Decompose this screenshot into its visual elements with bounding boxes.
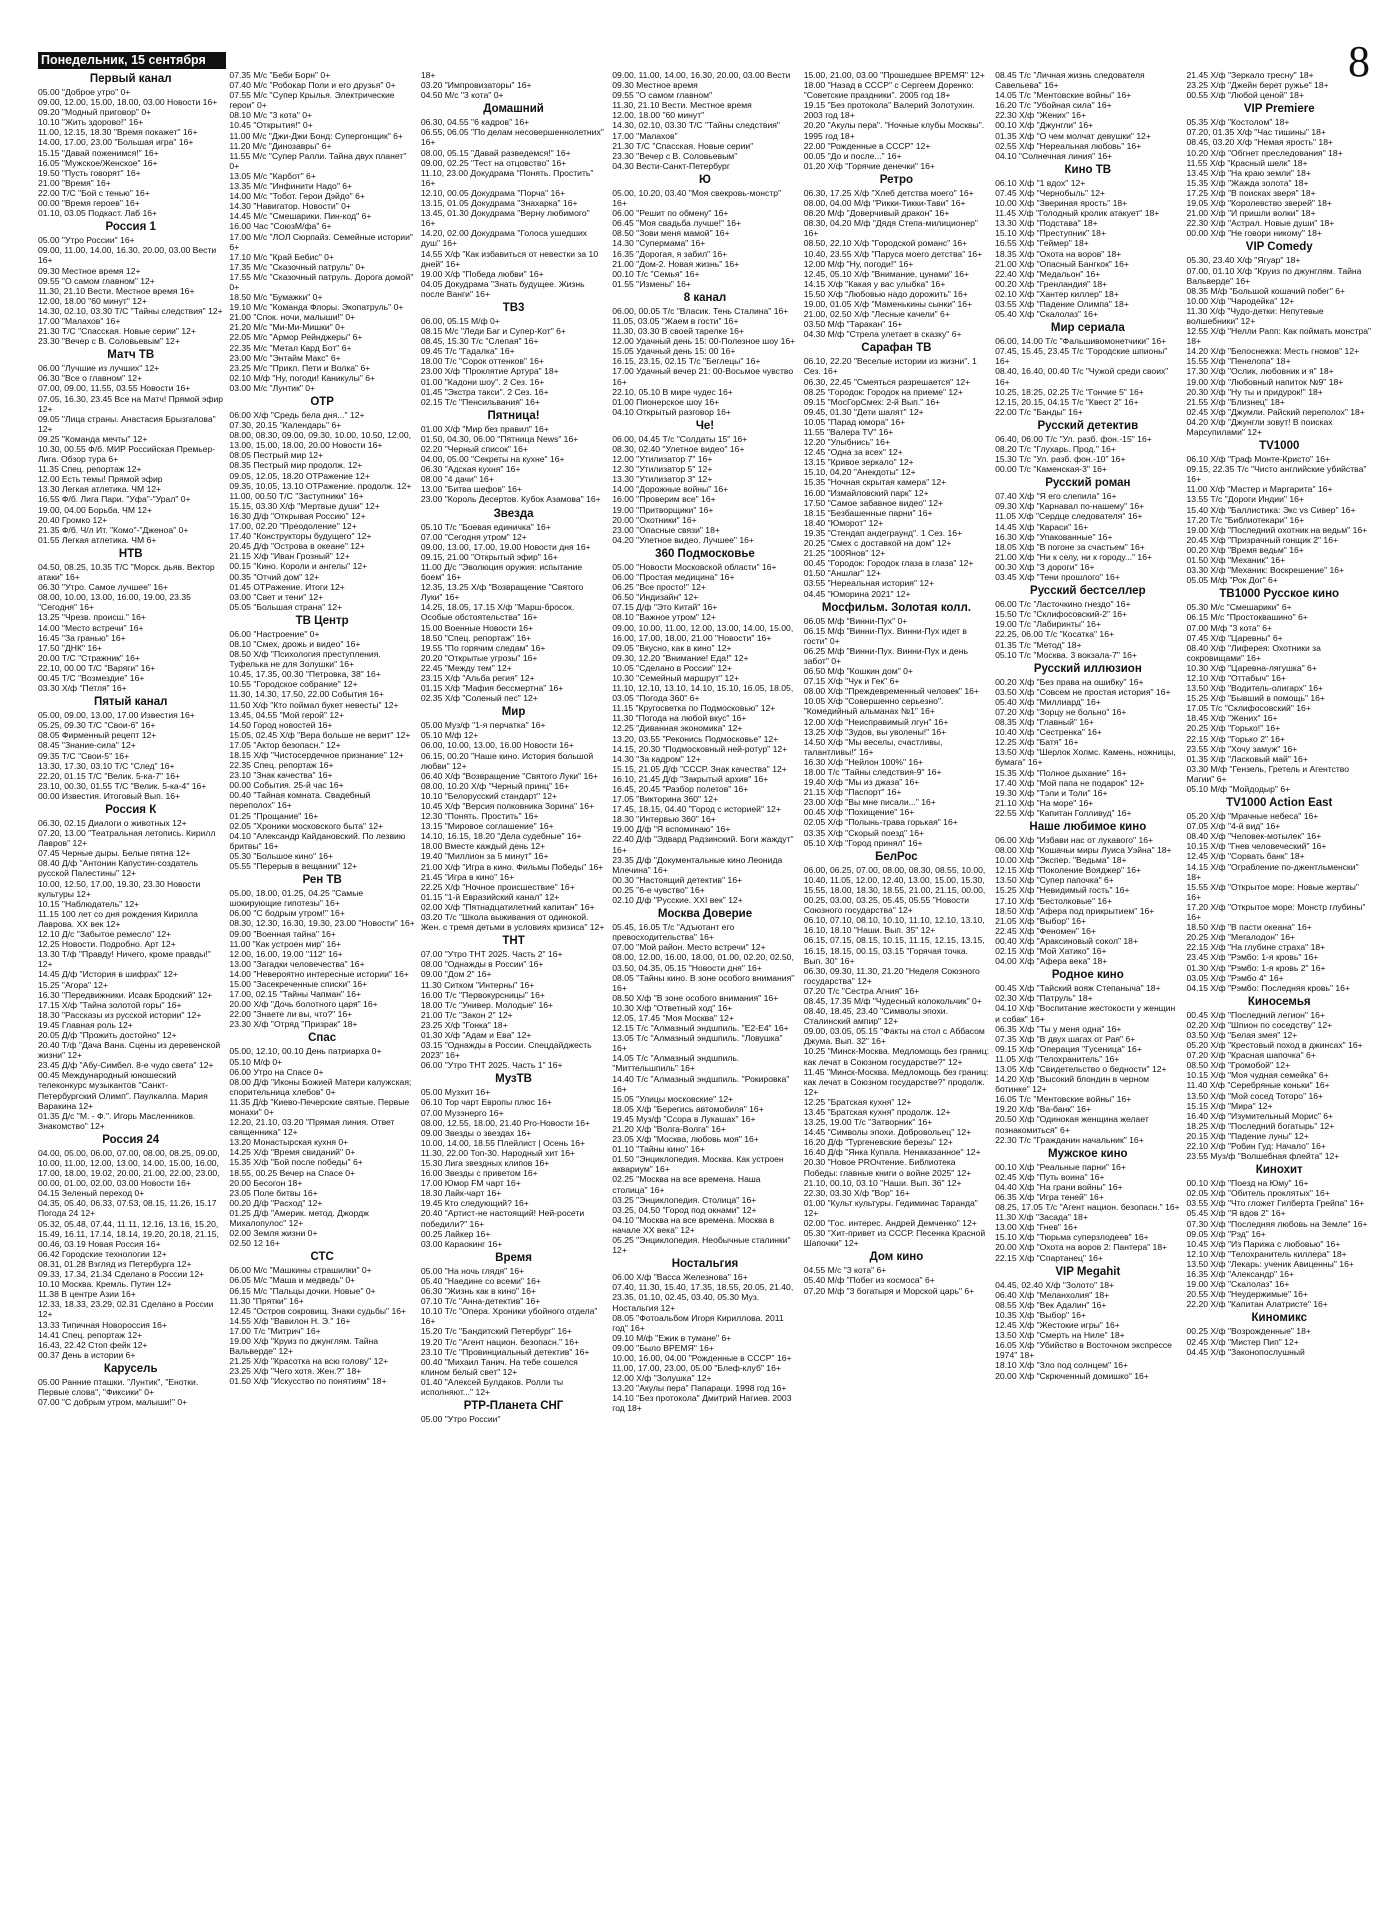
listing-column: [229, 70, 414, 1900]
channel-title: РТР-Планета СНГ: [463, 1400, 564, 1413]
channel-schedule: 06.10, 22.20 "Веселые истории из жизни". 1 Сез. 16+ 06.30, 22.45 "Смеяться разрешается" 12+ 08.25 "Городок: Городок на приеме" 12+ 09.15 "МосГорСмех: 2-й Вып." 16+ 09.45, 01.30 "Дети шалят" 12+ 10.05 "Парад юмора" 16+ 11.55 "Валера TV" 16+ 12.20 "Улыбнись" 16+ 12.45 "Одна за всех" 12+ 13.15 "Кривое зеркало" 12+ 15.10, 04.20 "Анекдоты" 12+ 15.35 "Ночная скрытая камера" 12+ 16.00 "Измайловский парк" 12+ 17.50 "Самое забавное видео" 12+ 18.15 "Безбашенные парни" 16+ 18.40 "Юморот" 12+ 19.35 "Стендап андеграунд". 1 Сез. 16+ 20.25 "Смех с доставкой на дом" 12+ 21.25 "100Янов" 12+ 00.45 "Городок: Городок глаза в глаза" 12+ 01.50 "Аншлаг" 12+ 03.55 "Нереальная история" 12+ 04.45 "Юморина 2021" 12+: [803, 356, 977, 599]
listing-column: [612, 70, 797, 1900]
channel-schedule: 05.35 Х/ф "Костолом" 18+ 07.20, 01.35 Х/ф "Час тишины" 18+ 08.45, 03.20 Х/ф "Немая ярость" 18+ 10.20 Х/ф "Обгнет преследования" 18+ 11.55 Х/ф "Красный шелк" 18+ 13.45 Х/ф "На краю земли" 18+ 15.35 Х/ф "Жажда золота" 18+ 17.25 Х/ф "В поисках зверя" 18+ 19.05 Х/ф "Королевство зверей" 18+ 21.00 Х/ф "И пришли волки" 18+ 22.30 Х/ф "Астрал. Новые души" 18+ 00.00 Х/ф "Не говори никому" 18+: [1186, 117, 1343, 239]
channel-title: Киносемья: [1247, 995, 1311, 1008]
channel-schedule: 06.30, 02.15 Диалоги о животных 12+ 07.20, 13.00 "Театральная летопись. Кирилл Лавров" 12+ 07.45 Черные дыры. Белые пятна 12+ 08.40 Д/ф "Антонин Капустин-создатель русской Палестины" 12+ 10.00, 12.50, 17.00, 19.30, 23.30 Новости культуры 12+ 10.15 "Наблюдатель" 12+ 11.15 100 лет со дня рождения Кирилла Лаврова. ХХ век 12+ 12.10 Д/с "Забытое ремесло" 12+ 12.25 Новости. Подробно. Арт 12+ 13.30 Т/ф "Правду! Ничего, кроме правды!" 12+ 14.45 Д/ф "История в шифрах" 12+ 15.25 "Агора" 12+ 16.30 "Передвижники. Исаак Бродский" 12+ 17.15 Х/ф "Тайна золотой горы" 16+ 18.30 "Рассказы из русской истории" 12+ 19.45 Главная роль 12+ 20.05 Д/ф "Прожить достойно" 12+ 20.40 Т/ф "Дача Вана. Сцены из деревенской жизни" 12+ 23.45 Д/ф "Абу-Симбел. 8-е чудо света" 12+ 00.45 Международный юношеский телеконкурс музыкантов "Санкт-Петербургский Олимп". Паулкалпа. Мария Варакина 12+ 01.35 Д/с "М. - Ф.". Игорь Масленников. Знакомство" 12+: [38, 818, 221, 1131]
channel-block: [804, 1251, 989, 1295]
channel-block: [804, 602, 989, 848]
channel-block: [38, 1363, 223, 1407]
channel-schedule: 05.00, 18.00, 01.25, 04.25 "Самые шокирующие гипотезы" 16+ 06.00 "С бодрым утром!" 16+ 08.30, 12.30, 16.30, 19.30, 23.00 "Новости" 16+ 09.00 "Военная тайна" 16+ 11.00 "Как устроен мир" 16+ 12.00, 16.00, 19.00 "112" 16+ 13.00 "Загадки человечества" 16+ 14.00 "Невероятно интересные истории" 16+ 15.00 "Засекреченные списки" 16+ 17.00, 02.15 "Тайны Чапман" 16+ 20.00 Х/ф "Дочь болотного царя" 16+ 22.00 "Знаете ли вы, что?" 16+ 23.30 Х/ф "Отряд "Призрак" 18+: [229, 888, 415, 1030]
channel-block: [995, 821, 1180, 966]
channel-block: [995, 420, 1180, 474]
channel-block: [229, 874, 414, 1029]
channel-schedule: 00.10 Х/ф "Реальные парни" 16+ 02.45 Х/ф "Путь воина" 16+ 04.40 Х/ф "На грани войны" 16+ 06.35 Х/ф "Игра теней" 16+ 08.25, 17.05 Т/с "Агент национ. безопасн." 16+ 11.30 Х/ф "Засада" 18+ 13.00 Х/ф "Гнев" 16+ 15.10 Х/ф "Тюрьма суперзлодеев" 16+ 20.00 Х/ф "Охота на воров 2: Пантера" 18+ 22.15 Х/ф "Спартанец" 16+: [995, 1161, 1180, 1263]
channel-block: [995, 663, 1180, 818]
channel-schedule: 05.00 Муз/ф "1-я перчатка" 16+ 05.10 М/ф 12+ 06.00, 10.00, 13.00, 16.00 Новости 16+ 06.15, 00.20 "Наше кино. История большой любви" 12+ 06.40 Х/ф "Возвращение "Святого Луки" 16+ 08.00, 10.20 Х/ф "Черный принц" 16+ 10.10 "Белорусский стандарт" 12+ 10.45 Х/ф "Версия полковника Зорина" 16+ 12.30 "Понять. Простить" 16+ 13.15 "Мировое соглашение" 16+ 14.10, 16.15, 18.20 "Дела судебные" 16+ 18.00 Вместе каждый день 12+ 19.40 "Миллион за 5 минут" 16+ 21.00 Х/ф "Игра в кино. Фильмы Победы" 16+ 21.45 "Игра в кино" 16+ 22.25 Х/ф "Ночное происшествие" 16+ 01.15 "1-й Евразийский канал" 12+ 02.00 Х/ф "Пятнадцатилетний капитан" 16+ 03.20 Т/с "Школа выживания от одинокой. Жен. с тремя детьми в условиях кризиса" 12+: [420, 720, 605, 933]
channel-schedule: 06.00 "Настроение" 0+ 08.10 "Смех, дрожь и видео" 16+ 08.50 Х/ф "Психология преступления. Туфелька не для Золушки" 16+ 10.45, 17.35, 00.30 "Петровка, 38" 16+ 10.55 "Городское собрание" 12+ 11.30, 14.30, 17.50, 22.00 События 16+ 11.50 Х/ф "Кто поймал букет невесты" 12+ 13.45, 04.55 "Мой герой" 12+ 14.50 Город новостей 16+ 15.05, 02.45 Х/ф "Вера больше не верит" 12+ 17.05 "Актор безопасн." 12+ 18.15 Х/ф "Чистосердечное признание" 12+ 22.35 Спец. репортаж 16+ 23.10 "Знак качества" 16+ 00.00 События. 25-й час 16+ 00.40 "Тайная комната. Свадебный переполох" 16+ 01.25 "Прощание" 16+ 02.05 "Хроники московского быта" 12+ 04.10 "Александр Кайдановский. По лезвию бритвы" 16+ 05.30 "Большое кино" 16+ 05.55 "Перерыв в вещании" 12+: [229, 628, 411, 872]
channel-block: [229, 615, 414, 871]
channel-schedule: 06.00, 00.05 Т/с "Власик. Тень Сталина" 16+ 11.05, 03.05 "Жаем в гости" 16+ 11.30, 03.30 В своей тарелке 16+ 12.00 Удачный день 15: 00-Полезное шоу 16+ 15.05 Удачный день 15: 00 16+ 16.15, 23.15, 02.15 Т/с "Беглецы" 16+ 17.00 Удачный вечер 21: 00-Восьмое чувство 16+ 22.10, 05.10 В мире чудес 16+ 01.00 Пионерское шоу 16+ 04.10 Открытый разговор 16+: [612, 305, 796, 417]
channel-schedule: 06.00 Т/с "Ласточкино гнездо" 16+ 15.50 Т/с "Склифосовский-2" 16+ 19.00 Т/с "Лабиринты" 16+ 22.25, 06.00 Т/с "Косатка" 16+ 01.35 Т/с "Метод" 18+ 05.10 Т/с "Москва. 3 вокзала-7" 16+: [995, 599, 1137, 660]
listing-column: [421, 70, 606, 1900]
channel-schedule: 04.50, 08.25, 10.35 Т/С "Морск. дьяв. Вектор атаки" 16+ 06.30 "Утро. Самое лучшее" 16+ 08.00, 10.00, 13.00, 16.00, 19.00, 23.35 "Сегодня" 16+ 13.25 "Чрезв. происш." 16+ 14.00 "Место встречи" 16+ 16.45 "За гранью" 16+ 17.50 "ДНК" 16+ 20.00 Т/С "Стражник" 16+ 22.10, 00.00 Т/С "Варяги" 16+ 00.45 Т/С "Возмездие" 16+ 03.30 Х/ф "Петля" 16+: [38, 561, 215, 694]
channel-title: VIP Comedy: [1245, 241, 1313, 254]
channel-schedule: 05.00 Ранние пташки. "Лунтик", "Енотки. Первые слова", "Фиксики" 0+ 07.00 "С добрым утром, малыши!" 0+: [38, 1376, 199, 1408]
channel-title: Пятница!: [487, 409, 540, 422]
channel-block: [1187, 1312, 1372, 1356]
channel-block: [995, 322, 1180, 417]
channel-schedule: 05.00 "Новости Московской области" 16+ 06.00 "Простая медицина" 16+ 06.25 "Все просто!" 12+ 06.50 "Индизайн" 12+ 07.15 Д/ф "Это Китай" 16+ 08.10 "Важное утром" 12+ 09.00, 10.00, 11.00, 12.00, 13.00, 14.00, 15.00, 16.00, 17.00, 18.00, 21.00 "Новости" 16+ 09.05 "Вкусно, как в кино" 12+ 09.30, 12.20 "Внимание! Еда!" 12+ 10.05 "Сделано в России" 12+ 10.30 "Семейный маршрут" 12+ 11.10, 12.10, 13.10, 14.10, 15.10, 16.05, 18.05, 03.05 "Погода 360" 6+ 11.15 "Кругосветка по Подмосковью" 12+ 11.30 "Погода на любой вкус" 16+ 12.25 "Диванная экономика" 12+ 13.20, 03.55 "Реконись Подмосковье" 12+ 14.15, 20.30 "Подмосковный ней-ротур" 12+ 14.30 "За кадром" 12+ 15.15, 21.05 Д/ф "СССР. Знак качества" 12+ 16.10, 21.45 Д/ф "Закрытый архив" 16+ 16.45, 20.45 "Разбор полетов" 16+ 17.05 "Викторина 360" 12+ 17.45, 18.15, 04.40 "Город с историей" 12+ 18.30 "Интервью 360" 16+ 19.00 Д/ф "Я вспоминаю" 16+ 22.40 Д/ф "Эдвард Радзинский. Боги жаждут" 16+ 23.35 Д/ф "Документальные кино Леонида Млечина" 16+ 00.30 "Настоящий детектив" 16+ 00.25 "6-е чувство" 16+ 02.10 Д/ф "Русские. XXI век" 12+: [612, 561, 794, 906]
channel-title: Ностальгия: [671, 1258, 739, 1271]
channel-title: Домашний: [483, 103, 544, 116]
channel-title: Мир: [501, 706, 526, 719]
channel-title: Время: [495, 1251, 532, 1264]
channel-title: НТВ: [118, 547, 143, 560]
channel-title: ТВ1000 Русское кино: [1219, 588, 1340, 601]
channel-block: [229, 70, 414, 393]
channel-block: [421, 70, 606, 100]
channel-block: [995, 969, 1180, 1145]
channel-block: [995, 1148, 1180, 1263]
channel-title: ОТР: [310, 396, 334, 408]
channel-title: Звезда: [493, 507, 534, 520]
channel-block: [995, 1266, 1180, 1381]
listing-column: [995, 70, 1180, 1900]
channel-schedule: 06.00 М/с "Машкины страшилки" 0+ 06.05 М/с "Маша и медведь" 0+ 06.15 М/с "Пальцы дочки. Новые" 0+ 11.30 "Прятки" 16+ 12.45 "Остров сокровищ. Знаки судьбы" 16+ 14.55 Х/ф "Вавилон Н. Э." 16+ 17.00 Т/с "Митрич" 16+ 19.00 Х/ф "Круиз по джунглям. Тайна Вальверде" 12+ 21.25 Х/ф "Красотка на всю голову" 12+ 23.25 Х/ф "Чего хотя. Жен.?" 18+ 01.50 Х/ф "Искусство по понятиям" 18+: [229, 1265, 407, 1387]
channel-block: [421, 302, 606, 407]
channel-title: БелРос: [875, 850, 918, 863]
channel-block: [1187, 440, 1372, 585]
channel-schedule: 00.25 Х/ф "Возрожденные" 18+ 02.45 Х/ф "Мистер Пип" 12+ 04.45 Х/ф "Законопослушный: [1186, 1326, 1311, 1357]
channel-title: TV1000: [1259, 440, 1300, 453]
channel-schedule: 06.10 Х/ф "1 вдох" 12+ 07.45 Х/ф "Чернобыль" 12+ 10.00 Х/ф "Звериная ярость" 18+ 11.45 Х/ф "Голодный кролик атакует" 18+ 13.30 Х/ф "Подставa" 18+ 15.10 Х/ф "Преступник" 18+ 16.55 Х/ф "Геймер" 18+ 18.35 Х/ф "Охота на воров" 18+ 21.00 Х/ф "Опасный Бангкок" 16+ 22.40 Х/ф "Медальон" 16+ 00.20 Х/ф "Гренландия" 18+ 02.10 Х/ф "Хантер киллер" 18+ 03.55 Х/ф "Падение Олимпа" 18+ 05.40 Х/ф "Скалолаз" 16+: [995, 177, 1160, 320]
channel-title: Русский роман: [1045, 477, 1131, 490]
channel-block: [995, 585, 1180, 660]
channel-block: [229, 396, 414, 612]
channel-title: Спас: [308, 1032, 337, 1045]
channel-schedule: 08.45 Т/с "Личная жизнь следователя Савельева" 16+ 14.05 Т/с "Ментовские войны" 16+ 16.20 Т/с "Убойная сила" 16+ 22.30 Х/ф "Жених" 16+ 00.10 Х/ф "Джунгли" 16+ 01.35 Х/ф "О чем молчат девушки" 12+ 02.55 Х/ф "Нереальная любовь" 16+ 04.10 "Солнечная линия" 16+: [995, 70, 1151, 161]
channel-block: [421, 935, 606, 1070]
channel-title: Мосфильм. Золотая колл.: [821, 601, 971, 614]
channel-block: [1187, 996, 1372, 1161]
channel-block: [612, 908, 797, 1255]
channel-schedule: 01.00 Х/ф "Мир без правил" 16+ 01.50, 04.30, 06.00 "Пятница News" 16+ 02.20 "Черный список" 16+ 04.00, 05.00 "Секреты на кухне" 16+ 06.30 "Адская кухня" 16+ 08.00 "4 дачи" 16+ 13.00 "Битва шефов" 16+ 23.00 "Король Десертов. Кубок Азамова" 16+: [420, 423, 601, 505]
channel-schedule: 00.45 Х/ф "Тайский вояж Степаныча" 18+ 02.30 Х/ф "Патруль" 18+ 04.10 Х/ф "Воспитание жестокости у женщин и собак" 16+ 06.35 Х/ф "Ты у меня одна" 16+ 07.35 Х/ф "В двух шагах от Рая" 6+ 09.15 Х/ф "Операция "Гусеница" 16+ 11.05 Х/ф "Телохранитель" 16+ 13.05 Х/ф "Свидетельство о бедности" 12+ 14.20 Х/ф "Высокий блондин в черном ботинке" 12+ 16.05 Т/с "Ментовские войны" 16+ 19.20 Х/ф "Ва-банк" 16+ 20.50 Х/ф "Одинокая женщина желает познакомиться" 6+ 22.30 Т/с "Гражданин начальник" 16+: [995, 983, 1176, 1145]
tv-listings-columns: [38, 70, 1372, 1900]
channel-schedule: 15.00, 21.00, 03.00 "Прошедшее ВРЕМЯ" 12+ 18.00 "Назад в СССР" с Сергеем Доренко: "Советские праздники". 2005 год 18+ 19.15 "Без протокола" Валерий Золотухин. 2003 год 18+ 20.20 "Акулы пера". "Ночные клубы Москвы". 1995 год 18+ 22.00 "Рожденные в СССР" 12+ 00.05 "До и после..." 16+ 01.20 Х/ф "Горячие денечки" 16+: [803, 70, 985, 171]
channel-block: [1187, 241, 1372, 437]
channel-title: Карусель: [103, 1362, 158, 1375]
channel-schedule: 00.20 Х/ф "Без права на ошибку" 16+ 03.50 Х/ф "Совсем не простая история" 16+ 05.40 Х/ф "Миллиард" 16+ 07.20 Х/ф "Зорцу не больно" 16+ 08.35 Х/ф "Главный" 16+ 10.40 Х/ф "Сестренка" 16+ 12.25 Х/ф "Батя" 16+ 13.50 Х/ф "Шерлок Холмс. Камень, ножницы, бумага" 16+ 15.35 Х/ф "Полное дыхание" 16+ 17.40 Х/ф "Мой папа не подарок" 12+ 19.30 Х/ф "Тэли и Толи" 16+ 21.10 Х/ф "На море" 16+ 22.55 Х/ф "Капитан Голливуд" 16+: [995, 676, 1176, 818]
channel-block: [995, 477, 1180, 582]
channel-block: [38, 221, 223, 346]
channel-title: ТВ Центр: [295, 614, 349, 627]
channel-title: 8 канал: [683, 291, 727, 304]
channel-schedule: 04.55 М/с "3 кота" 6+ 05.40 М/ф "Побег из космоса" 6+ 07.20 М/ф "3 богатыря и Морской царь" 6+: [803, 1265, 975, 1296]
channel-schedule: 06.00 Х/ф "Избави нас от лукавого" 16+ 08.00 Х/ф "Кошачьи миры Луиса Уэйна" 18+ 10.00 Х/ф "Экспер. "Ведьма" 18+ 12.15 Х/ф "Поколение Вояджер" 16+ 13.50 Х/ф "Супер папочка" 6+ 15.25 Х/ф "Невидимый гость" 16+ 17.10 Х/ф "Бестолковые" 16+ 18.50 Х/ф "Афера под прикрытием" 16+ 21.05 Х/ф "Выбор" 16+ 22.45 Х/ф "Феномен" 16+ 00.40 Х/ф "Араксиновый сокол" 18+ 02.15 Х/ф "Мой Хатико" 16+ 04.00 Х/ф "Афера века" 18+: [995, 835, 1172, 967]
channel-block: [995, 164, 1180, 319]
channel-schedule: 05.00 Музхит 16+ 06.10 Тор чарт Европы плюс 16+ 07.00 Музэнерго 16+ 08.00, 12.55, 18.00, 21.40 Pro-Новости 16+ 09.00 Звезды о звездах 16+ 10.00, 14.00, 18.55 Плейлист | Осень 16+ 11.30, 22.00 Топ-30. Народный хит 16+ 15.30 Лига звездных клипов 16+ 16.00 Звезды с приветом 16+ 17.00 Юмор FM чарт 16+ 18.30 Лайк-чарт 16+ 19.45 Кто следующий? 16+ 20.40 "Артист-не настоящий! Ней-росети победили?" 16+ 00.25 Лайкер 16+ 03.00 Караокинг 16+: [420, 1087, 591, 1249]
channel-schedule: 06.40, 06.00 Т/с "Ул. разб. фон.-15" 16+ 08.20 Т/с "Глухарь. Прод." 16+ 15.30 Т/с "Ул. разб. фон.-10" 16+ 00.00 Т/с "Каменская-3" 16+: [995, 433, 1152, 475]
listing-column: [804, 70, 989, 1900]
channel-schedule: 06.00 Х/ф "Васса Железнова" 16+ 07.40, 11.30, 15.40, 17.35, 18.55, 20.05, 21.40, 23.35, 01.10, 02.45, 03.40, 05.30 Муз. Ностальгия 12+ 08.05 "Фотоальбом Игоря Кириллова. 2011 год" 16+ 09.10 М/ф "Ежик в тумане" 6+ 09.00 "Было ВРЕМЯ" 16+ 10.00, 16.00, 04.00 "Рожденные в СССР" 16+ 11.00, 17.00, 23.00, 05.00 "Блеф-клуб" 16+ 12.00 Х/ф "Золушка" 12+ 13.20 "Акулы пера" Папараци. 1998 год 16+ 14.10 "Без протокола" Дмитрий Нагиев. 2003 год 18+: [612, 1272, 794, 1414]
channel-block: [421, 508, 606, 704]
listing-column: [1187, 70, 1372, 1900]
channel-schedule: 06.00, 06.25, 07.00, 08.00, 08.30, 08.55, 10.00, 10.40, 11.05, 12.00, 12.40, 13.00, 15.00, 15.30, 15.55, 18.00, 18.30, 18.55, 21.00, 21.15, 00.00, 00.25, 03.00, 03.25, 05.45, 05.55 "Новости Союзного государства" 12+ 06.10, 07.10, 08.10, 10.10, 11.10, 12.10, 13.10, 16.10, 18.10 "Наши. Вып. 35" 12+ 06.15, 07.15, 08.15, 10.15, 11.15, 12.15, 13.15, 16.15, 18.15, 00.15, 03.15 "Горячая точка. Вып. 30" 16+ 06.30, 09.30, 11.30, 21.20 "Неделя Союзного государства" 12+ 07.20 Т/с "Сестра Агния" 16+ 08.45, 17.35 М/ф "Чудесный колокольчик" 0+ 08.40, 18.45, 23.40 "Символы эпохи. Сталинский ампир" 12+ 09.00, 03.05, 05.15 "Факты на стол с Аббасом Джума. Вып. 32" 16+ 10.25 "Минск-Москва. Медломощь без границ: как лечат в Союзном государстве?" 12+ 11.45 "Минск-Москва. Медломощь без границ: как лечат в Союзном государстве?" продолж. 12+ 12.25 "Братская кухня" 12+ 13.45 "Братская кухня" продолж. 12+ 13.25, 19.00 Т/с "Затворник" 16+ 14.45 "Символы эпохи. Добровольец" 12+ 16.20 Д/ф "Тургеневские березы" 12+ 16.40 Д/ф "Янка Купала. Ненаказанное" 12+ 20.30 "Новое PROчтение. Библиотека Победы: главные книги о войне 2025" 12+ 21.10, 00.10, 03.10 "Наши. Вып. 36" 12+ 22.30, 03.30 Х/ф "Вор" 16+ 01.00 "Культ культуры. Гедиминас Таранда" 12+ 02.00 "Гос. интерес. Андрей Демченко" 12+ 05.30 "Хит-привет из СССР. Песенка Красной Шапочки" 12+: [803, 864, 990, 1249]
channel-schedule: 09.00, 11.00, 14.00, 16.30, 20.00, 03.00 Вести 09.30 Местное время 09.55 "О самом главном" 11.30, 21.10 Вести. Местное время 12.00, 18.00 "60 минут" 14.30, 02.10, 03.30 Т/С "Тайны следствия" 17.00 "Малахов" 21.30 Т/С "Спасская. Новые серии" 23.30 "Вечер с В. Соловьевым" 04.30 Вести-Санкт-Петербург: [612, 70, 791, 171]
channel-block: [612, 292, 797, 417]
channel-block: [612, 174, 797, 289]
channel-block: [612, 548, 797, 905]
channel-title: ТНТ: [502, 935, 525, 948]
channel-schedule: 06.30, 17.25 Х/ф "Хлеб детства моего" 16+ 08.00, 04.00 М/ф "Рикки-Тикки-Тави" 16+ 08.20 М/ф "Доверчивый дракон" 16+ 08.30, 04.20 М/ф "Дядя Степа-милиционер" 16+ 08.50, 22.10 Х/ф "Городской романс" 16+ 10.40, 23.55 Х/ф "Паруса моего детства" 16+ 12.00 М/ф "Ну, погоди!" 16+ 12.45, 05.10 Х/ф "Внимание, цунами" 16+ 14.15 Х/ф "Какая у вас улыбка" 16+ 15.50 Х/ф "Любовью надо дорожить" 16+ 19.00, 01.05 Х/ф "Маменькины сынки" 16+ 21.00, 02.50 Х/ф "Лесные качели" 6+ 03.50 М/ф "Таракан" 16+ 04.30 М/ф "Стрела улетает в сказку" 6+: [803, 187, 983, 340]
channel-block: [38, 696, 223, 801]
channel-schedule: 05.10 Т/с "Боевая единичка" 16+ 07.00 "Сегодня утром" 12+ 09.00, 13.00, 17.00, 19.00 Новости дня 16+ 09.15, 21.00 "Открытый эфир" 16+ 11.00 Д/с "Эволюция оружия: испытание боем" 16+ 12.35, 13.25 Х/ф "Возвращение "Святого Луки" 16+ 14.25, 18.05, 17.15 Х/ф "Марш-бросок. Особые обстоятельства" 16+ 15.00 Военные Новости 16+ 18.50 "Спец. репортаж" 16+ 19.55 "По горячим следам" 16+ 20.20 "Открытые угрозы" 16+ 22.45 "Между тем" 12+ 23.15 Х/ф "Альба регия" 12+ 01.15 Х/ф "Мафия бессмертна" 16+ 02.35 Х/ф "Соленый пес" 12+: [420, 521, 591, 704]
channel-title: Первый канал: [89, 73, 172, 85]
channel-schedule: 05.00 "Утро России" 16+ 09.00, 11.00, 14.00, 16.30, 20.00, 03.00 Вести 16+ 09.30 Местное время 12+ 09.55 "О самом главном" 12+ 11.30, 21.10 Вести. Местное время 16+ 12.00, 18.00 "60 минут" 12+ 14.30, 02.10, 03.30 Т/С "Тайны следствия" 12+ 17.00 "Малахов" 16+ 21.30 Т/С "Спасская. Новые серии" 12+ 23.30 "Вечер с В. Соловьевым" 12+: [38, 235, 223, 347]
channel-title: Русский бестселлер: [1030, 585, 1146, 598]
channel-title: 360 Подмосковье: [655, 547, 755, 560]
channel-title: VIP Premiere: [1243, 103, 1315, 116]
channel-block: [38, 73, 223, 218]
channel-block: [804, 70, 989, 171]
channel-block: [804, 851, 989, 1249]
channel-schedule: 05.00, 10.20, 03.40 "Моя свекровь-монстр" 16+ 06.00 "Решит по обмену" 16+ 06.45 "Моя свадьба лучше!" 16+ 08.50 "Зови меня мамой" 16+ 14.30 "Супермама" 16+ 16.35 "Дорогая, я забил" 16+ 21.00 "Дом-2. Новая жизнь" 16+ 00.10 Т/с "Семья" 16+ 01.55 "Измены" 16+: [612, 187, 782, 289]
channel-title: VIP Megahit: [1055, 1265, 1121, 1278]
channel-block: [421, 1400, 606, 1424]
channel-block: [804, 342, 989, 598]
channel-block: [1187, 588, 1372, 794]
channel-block: [421, 103, 606, 299]
channel-block: [1187, 797, 1372, 993]
channel-block: [38, 1134, 223, 1360]
channel-block: [421, 706, 606, 932]
channel-title: Мужское кино: [1048, 1147, 1128, 1160]
channel-schedule: 06.10 Х/ф "Граф Монте-Кристо" 16+ 09.15, 22.35 Т/с "Чисто английские убийства" 16+ 11.00 Х/ф "Мастер и Маргарита" 16+ 13.55 Т/с "Дороги Индии" 16+ 15.40 Х/ф "Баллистика: Экс vs Сивер" 16+ 17.20 Т/с "Библиотекари" 16+ 19.00 Х/ф "Последний охотник на ведьм" 16+ 20.45 Х/ф "Призрачный гонщик 2" 16+ 00.20 Х/ф "Время ведьм" 16+ 01.50 Х/ф "Механик" 16+ 03.30 Х/ф "Механик: Воскрешение" 16+ 05.05 М/ф "Рок Дог" 6+: [1186, 454, 1368, 586]
channel-title: Ю: [699, 173, 711, 186]
channel-block: [612, 70, 797, 171]
channel-schedule: 05.00 "На ночь глядя" 16+ 05.40 "Наедине со всеми" 16+ 06.30 "Жизнь как в кино" 16+ 07.10 Т/с "Анна-детектив" 16+ 10.10 Т/с "Опера. Хроники убойного отдела" 16+ 15.20 Т/с "Бандитский Петербург" 16+ 19.20 Т/с "Агент национ. безопасн." 16+ 23.10 Т/с "Провинциальный детектив" 16+ 00.40 "Михаил Танич. На тебе сошелся клином белый свет" 12+ 01.40 "Алексей Булдаков. Ролли ты исполняют..." 12+: [420, 1265, 598, 1397]
channel-title: Родное кино: [1051, 969, 1124, 982]
channel-schedule: 05.30, 23.40 Х/ф "Ягуар" 18+ 07.00, 01.10 Х/ф "Круиз по джунглям. Тайна Вальверде" 16+ 08.35 М/ф "Большой кошачий побег" 6+ 10.00 Х/ф "Чародейка" 12+ 11.30 Х/ф "Чудо-детки: Непутевые волшебники" 12+ 12.55 Х/ф "Нелли Рапп: Как поймать монстра" 18+ 14.20 Х/ф "Белоснежка: Месть гномов" 12+ 15.55 Х/ф "Пенелопа" 18+ 17.30 Х/ф "Ослик, любовник и я" 18+ 19.00 Х/ф "Любовный напиток №9" 18+ 20.30 Х/ф "Ну ты и придурок!" 18+ 21.55 Х/ф "Близнец" 18+ 02.45 Х/ф "Джумли. Райский переполох" 18+ 04.20 Х/ф "Джунгли зовут! В поисках Марсупилами" 12+: [1186, 255, 1372, 437]
date-header: Понедельник, 15 сентября: [38, 52, 226, 69]
channel-block: [995, 70, 1180, 161]
channel-schedule: 07.00 "Утро ТНТ 2025. Часть 2" 16+ 08.00 "Однажды в России" 16+ 09.00 "Дом 2" 16+ 11.30 Ситком "Интерны" 16+ 16.00 Т/с "Первокурсницы" 16+ 18.00 Т/с "Универ. Молодые" 16+ 21.00 Т/с "Закон 2" 12+ 23.25 Х/ф "Гонка" 18+ 01.30 Х/ф "Адам и Ева" 12+ 03.15 "Однажды в России. Спецдайджесть 2023" 16+ 06.00 "Утро ТНТ 2025. Часть 1" 16+: [420, 949, 592, 1071]
channel-schedule: 05.20 Х/ф "Мрачные небеса" 16+ 07.05 Х/ф "4-й вид" 16+ 08.40 Х/ф "Человек-мотылек" 16+ 10.15 Х/ф "Гнев человеческий" 16+ 12.45 Х/ф "Сорвать банк" 18+ 14.15 Х/ф "Ограбление по-джентльменски" 18+ 15.55 Х/ф "Открытое море: Новые жертвы" 16+ 17.20 Х/ф "Открытое море: Монстр глубины" 16+ 18.50 Х/ф "В пасти океана" 16+ 20.25 Х/ф "Мегалодон" 16+ 22.15 Х/ф "На глубине страха" 18+ 23.45 Х/ф "Рэмбо: 1-я кровь" 16+ 01.30 Х/ф "Рэмбо: 1-я кровь 2" 16+ 03.05 Х/ф "Рэмбо 4" 16+ 04.15 Х/ф "Рэмбо: Последняя кровь" 16+: [1186, 811, 1366, 993]
channel-schedule: 05.30 М/с "Смешарики" 6+ 06.15 М/с "Простоквашино" 6+ 07.00 М/ф "3 кота" 6+ 07.45 Х/ф "Царевны" 6+ 08.40 Х/ф "Лиферея: Охотники за сокровищами" 16+ 10.30 Х/ф "Царевна-лягушка" 6+ 12.10 Х/ф "Оттабыч" 16+ 13.50 Х/ф "Водитель-олигарх" 16+ 15.25 Х/ф "Бывший в помощь" 16+ 17.05 Т/с "Склифосовский" 16+ 18.45 Х/ф "Жених" 16+ 20.25 Х/ф "Горько!" 16+ 22.15 Х/ф "Горько 2" 16+ 23.55 Х/ф "Хочу замуж" 16+ 01.35 Х/ф "Ласковый май" 16+ 03.30 М/ф "Гензель, Гретель и Агентство Магии" 6+ 05.10 М/ф "Мойдодыр" 6+: [1186, 602, 1350, 794]
channel-block: [1187, 103, 1372, 238]
channel-block: [38, 804, 223, 1131]
channel-schedule: 00.45 Х/ф "Последний легион" 16+ 02.20 Х/ф "Шпион по соседству" 12+ 03.50 Х/ф "Белая змея" 12+ 05.20 Х/ф "Крестовый поход в джинсах" 16+ 07.20 Х/ф "Красная шапочка" 6+ 08.50 Х/ф "Громобой" 12+ 10.15 Х/ф "Моя чудная семейка" 6+ 11.40 Х/ф "Серебряные коньки" 16+ 13.50 Х/ф "Мой сосед Тоторо" 16+ 15.15 Х/ф "Мира" 12+ 16.40 Х/ф "Изумительный Морис" 6+ 18.25 Х/ф "Последний богатырь" 12+ 20.15 Х/ф "Падение луны" 12+ 22.10 Х/ф "Робин Гуд: Начало" 16+ 23.55 Муз/ф "Волшебная флейта" 12+: [1186, 1009, 1363, 1162]
channel-title: ТВ3: [502, 301, 525, 314]
channel-schedule: 05.00, 12.10, 00.10 День патриарха 0+ 05.10 М/ф 0+ 06.00 Утро на Спасе 0+ 08.00 Д/ф "Иконы Божией Матери калужская; спорительница хлебов" 0+ 11.35 Д/ф "Киево-Печерские святые. Первые монахи" 0+ 12.20, 21.10, 03.20 "Прямая линия. Ответ священника" 12+ 13.20 Монастырская кухня 0+ 14.25 Х/ф "Время свиданий" 0+ 15.35 Х/ф "Бой после победы" 6+ 18.55, 00.25 Вечер на Спасе 0+ 20.00 Бесогон 18+ 23.05 Поле битвы 16+ 00.20 Д/ф "Расход" 12+ 01.25 Д/ф "Америк. метод. Джордж Михалопулос" 12+ 02.00 Земля жизни 0+ 02.50 12 16+: [229, 1046, 412, 1249]
channel-block: [804, 174, 989, 339]
channel-schedule: 00.10 Х/ф "Поезд на Юму" 16+ 02.05 Х/ф "Обитель проклятых" 16+ 03.55 Х/ф "Что гложет Гилберта Грейпа" 16+ 05.45 Х/ф "Я вдов 2" 16+ 07.30 Х/ф "Последняя любовь на Земле" 16+ 09.05 Х/ф "Рэд" 16+ 10.45 Х/ф "Из Парижа с любовью" 16+ 12.10 Х/ф "Телохранитель киллера" 18+ 13.50 Х/ф "Лекарь: ученик Авиценны" 16+ 16.35 Х/ф "Александр" 16+ 19.00 Х/ф "Скалолаз" 16+ 20.55 Х/ф "Неудержимые" 16+ 22.20 Х/ф "Капитан Алатристе" 16+: [1186, 1178, 1368, 1310]
channel-title: Ретро: [879, 173, 914, 186]
channel-block: [229, 1032, 414, 1248]
channel-schedule: 07.35 М/с "Беби Борн" 0+ 07.40 М/с "Робокар Поли и его друзья" 0+ 07.55 М/с "Супер Крылья. Электрические герои" 0+ 08.10 М/с "3 кота" 0+ 10.45 "Открытия!" 0+ 11.00 М/с "Джи-Джи Бонд: Супергонщик" 6+ 11.20 М/с "Динозавры" 6+ 11.55 М/с "Супер Ралли. Тайна двух планет" 0+ 13.05 М/с "Карбот" 6+ 13.35 М/с "Инфинити Надо" 6+ 14.00 М/с "Тобот. Герои Дэйдо" 6+ 14.30 "Навигатор. Новости" 0+ 14.45 М/с "Смешарики. Пин-код" 6+ 16.00 Час "СоюзМ/фа" 6+ 17.00 М/с "ЛОЛ Сюрпайз. Семейные истории" 6+ 17.10 М/с "Край Бебис" 0+ 17.35 М/с "Сказочный патруль" 0+ 17.55 М/с "Сказочный патруль. Дорога домой" 0+ 18.50 М/с "Бумажки" 0+ 19.10 М/с "Команда Флоры. Экопатруль" 0+ 21.00 "Спок. ночи, малыши!" 0+ 21.20 М/с "Ми-Ми-Мишки" 0+ 22.05 М/с "Армор Рейнджеры" 6+ 22.35 М/с "Метал Кард Бот" 6+ 23.00 М/с "Энтайм Макс" 6+ 23.25 М/с "Прикл. Пети и Волка" 6+ 02.10 М/ф "Ну, погоди! Каникулы" 6+ 03.00 М/с "Лунтик" 0+: [229, 70, 414, 393]
channel-title: Киномикс: [1251, 1312, 1307, 1325]
channel-title: Кино ТВ: [1064, 163, 1112, 176]
channel-schedule: 06.00, 04.45 Т/с "Солдаты 15" 16+ 08.30, 02.40 "Улетное видео" 16+ 12.00 "Утилизатор 7" 16+ 12.30 "Утилизатор 5" 12+ 13.30 "Утилизатор 3" 12+ 14.00 "Дорожные войны" 16+ 16.00 "Проверим все" 16+ 19.00 "Притворщики" 16+ 20.00 "Охотники" 16+ 23.00 "Опасные связи" 18+ 04.20 "Улетное видео. Лучшее" 16+: [612, 433, 754, 545]
channel-schedule: 06.00 "Лучшие из лучших" 12+ 06.30 "Все о главном" 12+ 07.00, 09.00, 11.55, 03.55 Новости 16+ 07.05, 16.30, 23.45 Все на Матч! Прямой эфир 12+ 09.05 "Лица страны. Анастасия Брызгалова" 12+ 09.25 "Команда мечты" 12+ 10.30, 00.55 Ф/б. МИР Российская Премьер-Лига. Обзор тура 6+ 11.35 Спец. репортаж 12+ 12.00 Есть темы! Прямой эфир 13.30 Легкая атлетика. ЧМ 12+ 16.55 Ф/б. Лига Пари. "Уфа"-"Урал" 0+ 19.00, 04.00 Борьба. ЧМ 12+ 20.40 Громко 12+ 21.35 Ф/б. Ч/л Ит. "Комо"-"Дженоа" 0+ 01.55 Легкая атлетика. ЧМ 6+: [38, 363, 224, 545]
channel-block: [612, 420, 797, 545]
channel-schedule: 07.40 Х/ф "Я его слепила" 16+ 09.30 Х/ф "Карнавал по-нашему" 16+ 11.05 Х/ф "Сердце следователя" 16+ 14.45 Х/ф "Караси" 16+ 16.30 Х/ф "Упакованные" 16+ 18.05 Х/ф "В погоне за счастьем" 16+ 21.00 Х/ф "Ни к селу, ни к городу..." 16+ 00.30 Х/ф "З дороги" 16+ 03.45 Х/ф "Тени прошлого" 16+: [995, 491, 1152, 583]
channel-title: Кинохит: [1255, 1164, 1303, 1177]
channel-title: Москва Доверие: [657, 908, 753, 921]
channel-title: Наше любимое кино: [1029, 821, 1147, 833]
channel-block: [421, 1252, 606, 1397]
channel-title: Россия 24: [102, 1133, 160, 1146]
channel-title: МузТВ: [495, 1073, 532, 1086]
channel-block: [229, 1251, 414, 1386]
channel-title: Мир сериала: [1050, 322, 1125, 335]
channel-block: [38, 349, 223, 545]
channel-schedule: 05.45, 16.05 Т/с "Адъютант его превосходительства" 16+ 07.00 "Мой район. Место встречи" 12+ 08.00, 12.00, 16.00, 18.00, 01.00, 02.20, 02.50, 03.50, 04.35, 05.15 "Новости дня" 16+ 08.05 "Тайны кино. В зоне особого внимания" 16+ 08.50 Х/ф "В зоне особого внимания" 16+ 10.30 Х/ф "Ответный ход" 16+ 12.05, 17.45 "Моя Москва" 12+ 12.15 Т/с "Алмазный эндшпиль. "Е2-Е4" 16+ 13.05 Т/с "Алмазный эндшпиль. "Ловушка" 16+ 14.05 Т/с "Алмазный эндшпиль. "Миттельшпиль" 16+ 14.40 Т/с "Алмазный эндшпиль. "Рокировка" 16+ 15.05 "Улицы московские" 12+ 18.05 Х/ф "Берегись автомобиля" 16+ 19.45 Муз/ф "Ссора в Лукашах" 16+ 21.20 Х/ф "Волга-Волга" 16+ 23.05 Х/ф "Москва, любовь моя" 16+ 01.10 "Тайны кино" 16+ 01.50 "Энциклопедия. Москва. Как устроен аквариум" 16+ 02.25 "Москва на все времена. Наша столица" 16+ 03.25 "Энциклопедия. Столица" 16+ 03.25, 04.50 "Город под окнами" 12+ 04.10 "Москва на все времена. Москва в начале XX века" 12+ 05.25 "Энциклопедия. Необычные сталинки" 12+: [612, 922, 795, 1256]
channel-title: Россия 1: [105, 221, 156, 234]
channel-schedule: 18+ 03.20 "Импровизаторы" 16+ 04.50 М/с "3 кота" 0+: [420, 70, 532, 101]
channel-title: Матч ТВ: [107, 349, 155, 362]
channel-block: [38, 548, 223, 693]
channel-title: Сарафан ТВ: [861, 342, 932, 355]
channel-schedule: 05.00 "Доброе утро" 0+ 09.00, 12.00, 15.00, 18.00, 03.00 Новости 16+ 09.20 "Модный приговор" 0+ 10.10 "Жить здорово!" 16+ 11.00, 12.15, 18.30 "Время покажет" 16+ 14.00, 17.00, 23.00 "Большая игра" 16+ 15.15 "Давай поженимся!" 16+ 16.05 "Мужское/Женское" 16+ 19.50 "Пусть говорят" 16+ 21.00 "Время" 16+ 22.00 Т/С "Бой с тенью" 16+ 00.00 "Время героев" 16+ 01.10, 03.05 Подкаст. Лаб 16+: [38, 87, 218, 219]
channel-title: TV1000 Action East: [1226, 797, 1333, 810]
channel-title: СТС: [310, 1251, 334, 1264]
channel-title: Рен ТВ: [302, 874, 342, 887]
channel-schedule: 06.00, 14.00 Т/с "Фальшивомонетчики" 16+ 07.45, 15.45, 23.45 Т/с "Городские шпионы" 16+ 08.40, 16.40, 00.40 Т/с "Чужой среди своих" 16+ 10.25, 18.25, 02.25 Т/с "Гончие 5" 16+ 12.15, 20.15, 04.15 Т/с "Квест 2" 16+ 22.00 Т/с "Банды" 16+: [995, 336, 1169, 417]
channel-title: Россия К: [105, 804, 157, 816]
channel-schedule: 06.00 Х/ф "Средь бела дня..." 12+ 07.30, 20.15 "Календарь" 6+ 08.00, 08.30, 09.00, 09.30, 10.00, 10.50, 12.00, 13.00, 15.00, 18.00, 20.00 Новости 16+ 08.05 Пестрый мир 12+ 08.35 Пестрый мир продолж. 12+ 09.05, 12.05, 18.20 ОТРажение 12+ 09.35, 10.05, 13.10 ОТРажение. продолж. 12+ 11.00, 00.50 Т/С "Заступники" 16+ 15.15, 03.30 Х/ф "Мертвые души" 12+ 16.30 Д/ф "Открывая Россию" 12+ 17.00, 02.20 "Преодоление" 12+ 17.40 "Конструкторы будущего" 12+ 20.45 Д/ф "Острова в океане" 12+ 21.15 Х/ф "Иван Грозный" 12+ 00.15 "Кино. Короли и ангелы" 12+ 00.35 "Отчий дом" 12+ 01.45 ОТРажение. Итоги 12+ 03.00 "Свет и тени" 12+ 05.05 "Большая страна" 12+: [229, 410, 412, 612]
channel-schedule: 21.45 Х/ф "Зеркало тресну" 18+ 23.25 Х/ф "Джейн берет ружье" 18+ 00.55 Х/ф "Любой ценой" 18+: [1186, 70, 1329, 101]
channel-title: Дом кино: [869, 1251, 924, 1264]
channel-title: Пятый канал: [93, 696, 168, 709]
channel-block: [421, 1073, 606, 1249]
channel-schedule: 06.30, 04.55 "6 кадров" 16+ 06.55, 06.05 "По делам несовершеннолетних" 16+ 08.00, 05.15 "Давай разведемся!" 16+ 09.00, 02.25 "Тест на отцовство" 16+ 11.10, 23.00 Докудрама "Понять. Простить" 16+ 12.10, 00.05 Докудрама "Порча" 16+ 13.15, 01.05 Докудрама "Знахарка" 16+ 13.45, 01.30 Докудрама "Верну любимого" 16+ 14.20, 02.00 Докудрама "Голоса ушедших душ" 16+ 14.55 Х/ф "Как избавиться от невестки за 10 дней" 16+ 19.00 Х/ф "Победа любви" 16+ 04.05 Докудрама "Знать будущее. Жизнь после Ванги" 16+: [420, 117, 604, 299]
channel-title: Русский иллюзион: [1033, 662, 1142, 675]
channel-schedule: 06.00, 05.15 М/ф 0+ 08.15 М/с "Леди Баг и Супер-Кот" 6+ 08.45, 15.30 Т/с "Слепая" 16+ 09.45 Т/с "Гадалка" 16+ 18.00 Т/с "Сорок оттенков" 16+ 23.00 Х/ф "Проклятие Артура" 18+ 01.00 "Кадони шоу". 2 Сез. 16+ 01.45 "Экстра такси". 2 Сез. 16+ 02.15 Т/с "Пенсильвания" 16+: [420, 315, 566, 407]
page-number: 8: [1348, 37, 1370, 86]
channel-block: [1187, 1164, 1372, 1309]
listing-column: [38, 70, 223, 1900]
channel-block: [612, 1258, 797, 1413]
channel-schedule: 04.00, 05.00, 06.00, 07.00, 08.00, 08.25, 09.00, 10.00, 11.00, 12.00, 13.00, 14.00, 15.00, 16.00, 17.00, 18.00, 19.02, 20.00, 21.00, 22.00, 23.00, 00.00, 01.00, 02.00, 03.00 Новости 16+ 04.15 Зеленый переход 0+ 04.35, 05.40, 06.33, 07.53, 08.15, 11.26, 15.17 Погода 24 12+ 05.32, 05.48, 07.44, 11.11, 12.16, 13.16, 15.20, 15.49, 16.11, 17.14, 18.14, 19.20, 20.18, 21.15, 00.46, 03.19 Новая Россия 16+ 06.42 Городские технологии 12+ 08.31, 01.28 Взгляд из Петербурга 12+ 09.33, 17.34, 21.34 Сделано в России 12+ 10.10 Москва. Кремль. Путин 12+ 11.38 В центре Азии 16+ 12.33, 18.33, 23.29, 02.31 Сделано в России 12+ 13.33 Типичная Новороссия 16+ 14.41 Спец. репортаж 12+ 16.43, 22.42 Стоп фейк 12+ 00.37 День в истории 6+: [38, 1147, 220, 1360]
channel-title: Че!: [695, 419, 715, 432]
channel-schedule: 05.00, 09.00, 13.00, 17.00 Известия 16+ 05.25, 09.30 Т/С "Свои-6" 16+ 08.05 Фирменный рецепт 12+ 08.45 "Знание-сила" 12+ 09.35 Т/С "Свои-5" 16+ 13.30, 17.30, 03.10 Т/С "След" 16+ 22.20, 01.15 Т/С "Велик. 5-ка-7" 16+ 23.10, 00.30, 01.55 Т/С "Велик. 5-ка-4" 16+ 00.00 Известия. Итоговый Вып. 16+: [38, 710, 207, 801]
channel-schedule: 06.05 М/ф "Винни-Пух" 0+ 06.15 М/ф "Винни-Пух. Винни-Пух идет в гости" 0+ 06.25 М/ф "Винни-Пух. Винни-Пух и день забот" 0+ 06.50 М/ф "Кошкин дом" 0+ 07.15 Х/ф "Чук и Гек" 6+ 08.00 Х/ф "Преждевременный человек" 16+ 10.05 Х/ф "Совершенно серьезно". "Комедийный альманах №1" 16+ 12.00 Х/ф "Неисправимый лгун" 16+ 13.25 Х/ф "Зудов, вы уволены!" 16+ 14.50 Х/ф "Мы веселы, счастливы, талантливы!" 16+ 16.30 Х/ф "Нейлон 100%" 16+ 18.00 Т/с "Тайны следствия-9" 16+ 19.40 Х/ф "Мы из джаза" 16+ 21.15 Х/ф "Паспорт" 16+ 23.00 Х/ф "Вы мне писали..." 16+ 00.45 Х/ф "Похищение" 16+ 02.05 Х/ф "Полынь-трава горькая" 16+ 03.35 Х/ф "Скорый поезд" 16+ 05.10 Х/ф "Город принял" 16+: [803, 615, 979, 848]
channel-schedule: 04.45, 02.40 Х/ф "Золото" 18+ 06.40 Х/ф "Меланхолия" 18+ 08.55 Х/ф "Век Адалин" 16+ 10.35 Х/ф "Выбор" 16+ 12.45 Х/ф "Жестокие игры" 16+ 13.50 Х/ф "Смерть на Ниле" 18+ 16.05 Х/ф "Убийство в Восточном экспрессе 1974" 18+ 18.10 Х/ф "Зло под солнцем" 16+ 20.00 Х/ф "Скрюченный домишко" 16+: [995, 1279, 1172, 1381]
channel-schedule: 05.00 "Утро России": [420, 1414, 501, 1425]
channel-title: Русский детектив: [1037, 419, 1139, 432]
channel-block: [1187, 70, 1372, 100]
channel-block: [421, 410, 606, 505]
